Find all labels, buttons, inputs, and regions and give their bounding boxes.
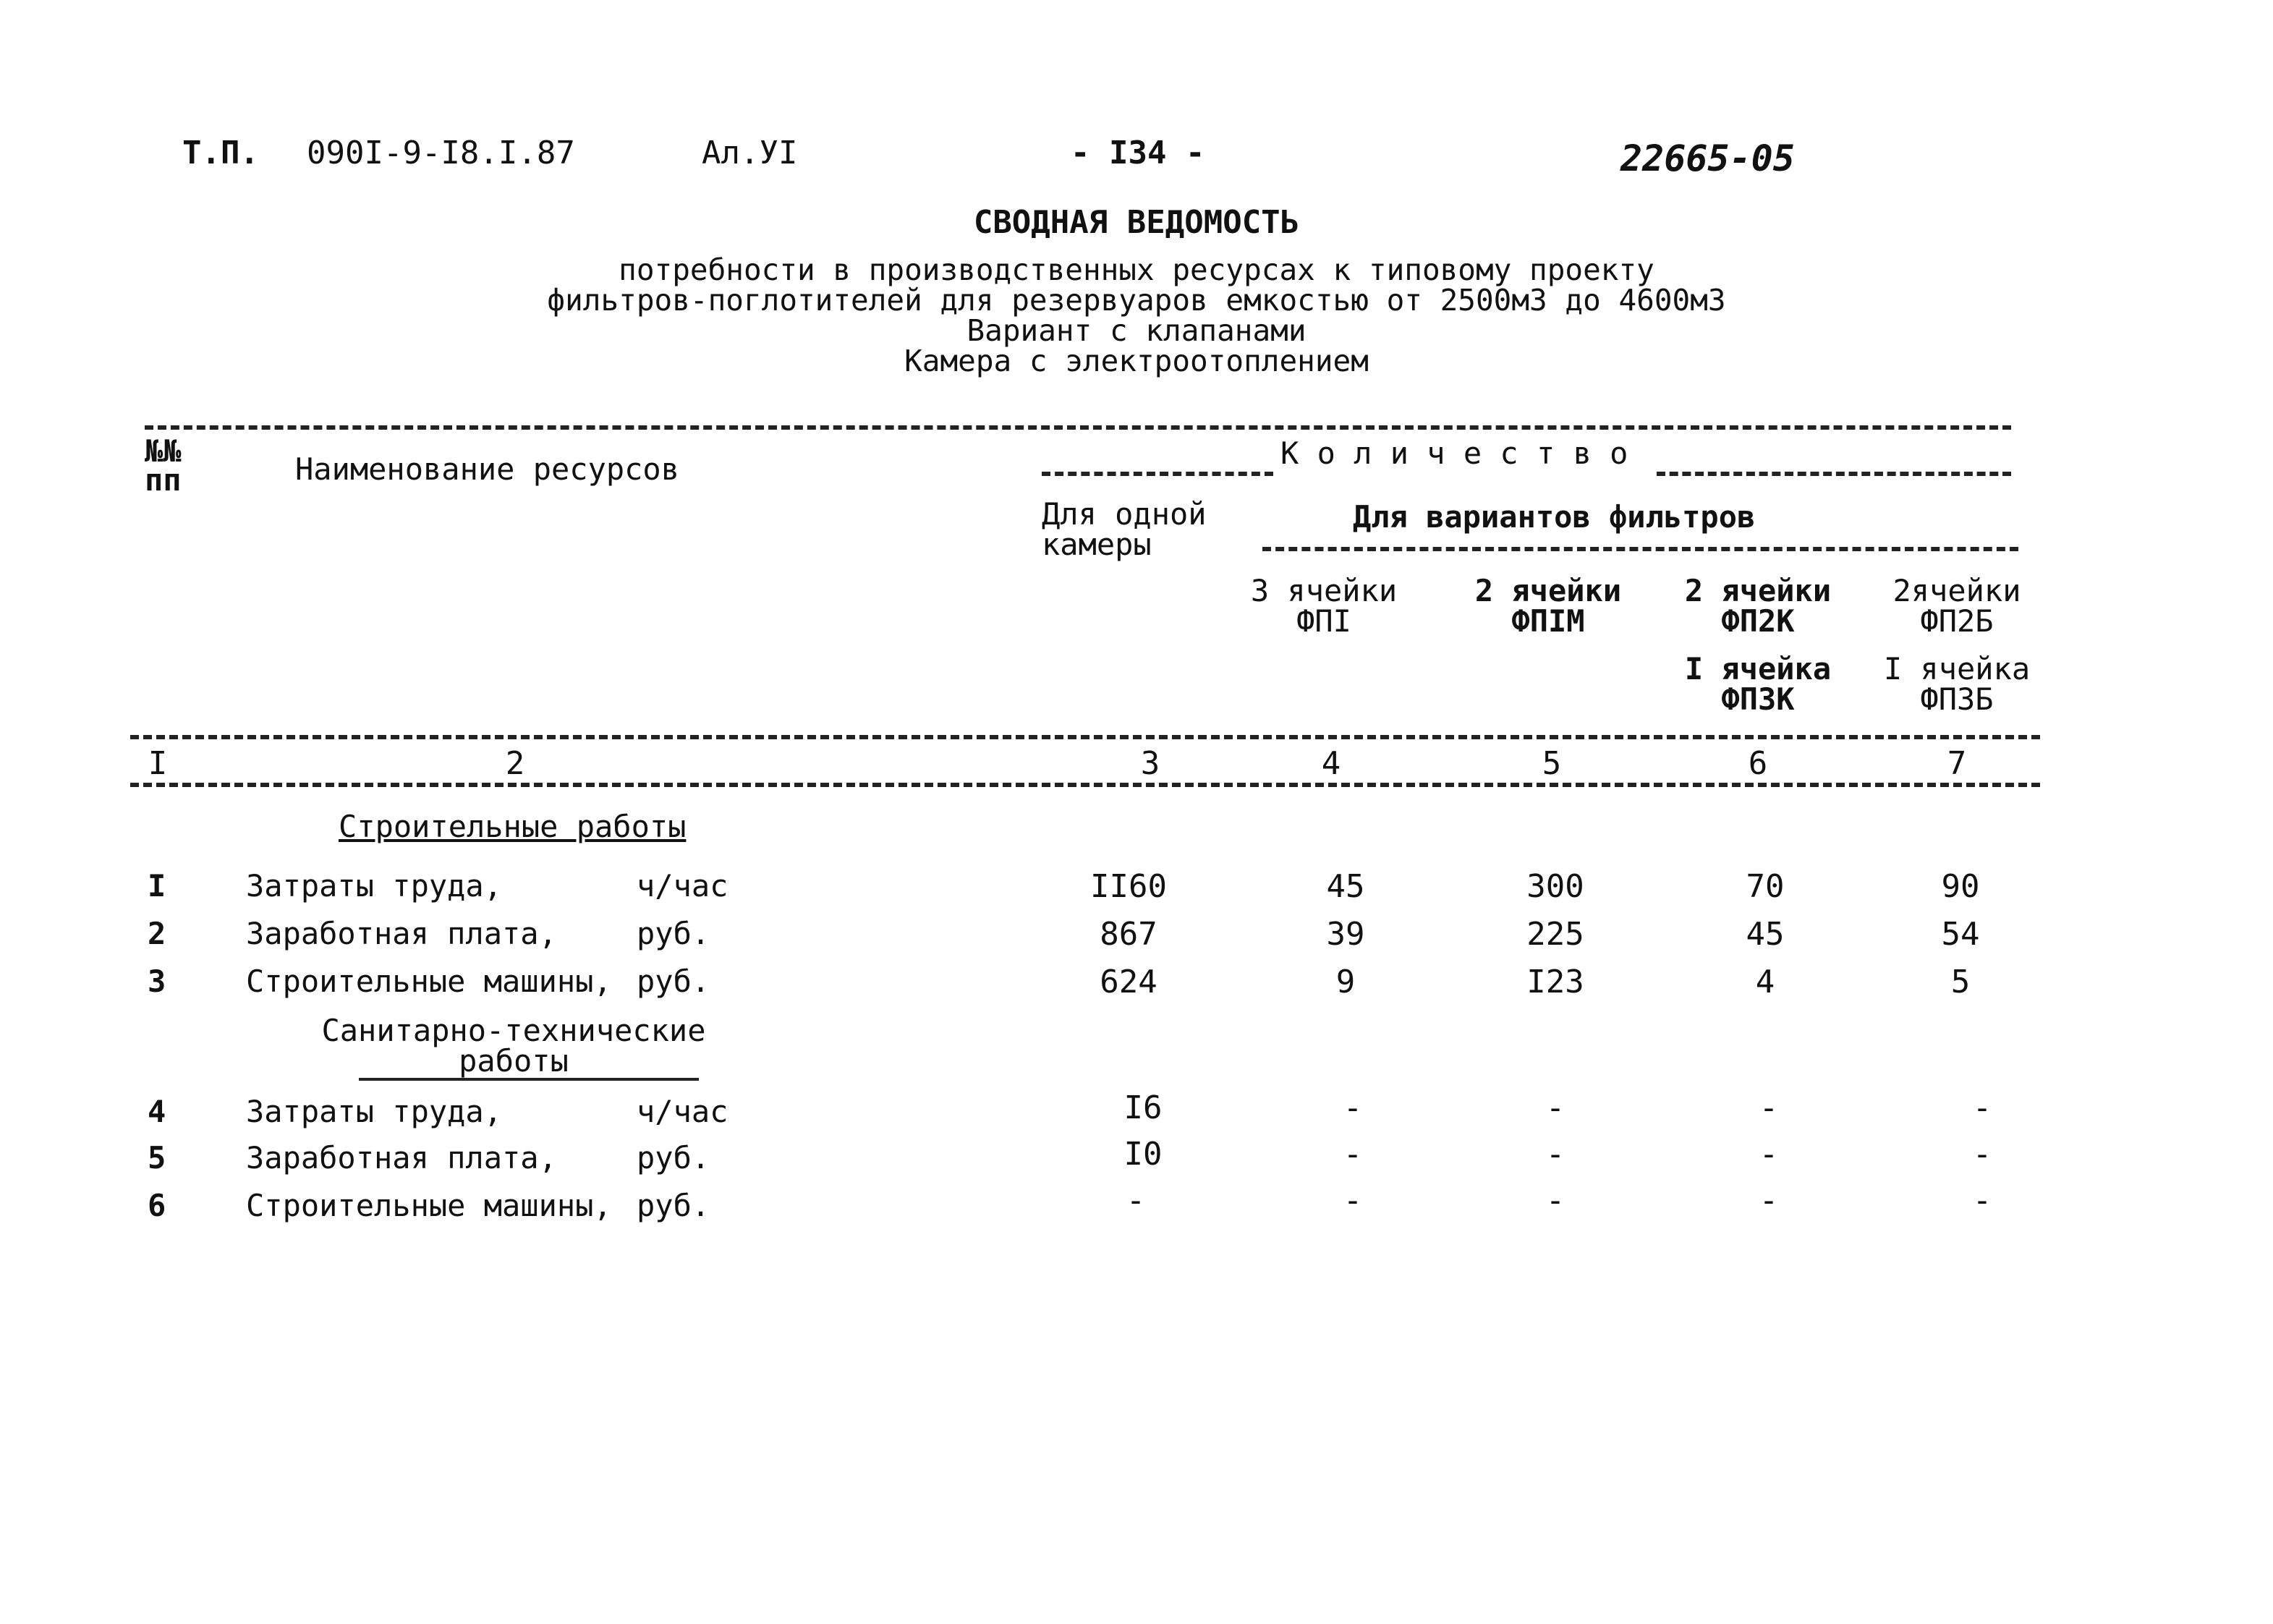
row-1-unit: ч/час bbox=[637, 868, 728, 904]
variant-sub-6 bbox=[1664, 651, 1852, 717]
per-chamber-header bbox=[1042, 496, 1207, 562]
variant-col-7 bbox=[1863, 573, 2051, 639]
row-2-value-4: 39 bbox=[1326, 916, 1365, 953]
variant-col-5 bbox=[1454, 573, 1642, 639]
row-5-value-4: - bbox=[1343, 1136, 1363, 1173]
row-3-number: 3 bbox=[148, 964, 166, 999]
col-number-6: 6 bbox=[1748, 745, 1768, 782]
variant-sub-7-line-1: I ячейка bbox=[1883, 651, 2031, 686]
subtitle-line-1: потребности в производственных ресурсах к типовому проекту bbox=[619, 252, 1654, 287]
filter-variants-rule bbox=[1262, 547, 2018, 551]
row-3-name: Строительные машины, bbox=[246, 964, 612, 999]
row-1-value-3: II60 bbox=[1090, 868, 1167, 905]
col-number-3: 3 bbox=[1140, 745, 1160, 782]
quantity-header: К о л и ч е с т в о bbox=[1280, 435, 1628, 471]
col-number-1: I bbox=[148, 745, 168, 782]
subtitle-line-2: фильтров-поглотителей для резервуаров емкостью от 2500м3 до 4600м3 bbox=[547, 283, 1726, 318]
per-chamber-line-1: Для одной bbox=[1042, 496, 1207, 532]
num-col-header-line-2: пп bbox=[145, 462, 182, 498]
row-6-value-7: - bbox=[1972, 1182, 1992, 1219]
project-code: 090I-9-I8.I.87 bbox=[307, 135, 575, 171]
table-top-rule bbox=[145, 425, 2011, 430]
page-number: - I34 - bbox=[1071, 135, 1205, 171]
col-number-4: 4 bbox=[1321, 745, 1341, 782]
row-5-name: Заработная плата, bbox=[246, 1140, 557, 1176]
row-5-value-5: - bbox=[1545, 1136, 1565, 1173]
variant-col-6-line-2: ФП2К bbox=[1721, 603, 1795, 639]
per-chamber-line-2: камеры bbox=[1042, 527, 1152, 562]
row-1-number: I bbox=[148, 868, 166, 904]
row-6-value-5: - bbox=[1545, 1182, 1565, 1219]
row-3-value-7: 5 bbox=[1950, 964, 1971, 1000]
section-title-construction: Строительные работы bbox=[339, 809, 687, 844]
subtitle-line-4: Камера с электроотоплением bbox=[904, 344, 1369, 378]
row-3-value-3: 624 bbox=[1100, 964, 1157, 1000]
row-2-number: 2 bbox=[148, 916, 166, 951]
section-title-sanitary-line-1: Санитарно-технические bbox=[321, 1013, 706, 1048]
quantity-rule-left bbox=[1042, 472, 1273, 476]
row-6-value-6: - bbox=[1759, 1182, 1779, 1219]
row-2-value-3: 867 bbox=[1100, 916, 1157, 953]
row-4-number: 4 bbox=[148, 1094, 166, 1129]
variant-sub-6-line-1: I ячейка bbox=[1684, 651, 1832, 686]
section-title-sanitary-line-2: работы bbox=[459, 1043, 569, 1079]
section-title-sanitary bbox=[297, 1013, 731, 1079]
col-number-7: 7 bbox=[1947, 745, 1967, 782]
document-title: СВОДНАЯ ВЕДОМОСТЬ bbox=[973, 204, 1300, 241]
row-5-unit: руб. bbox=[637, 1140, 710, 1176]
variant-col-6-line-1: 2 ячейки bbox=[1684, 573, 1832, 608]
row-6-number: 6 bbox=[148, 1188, 166, 1223]
doc-number: 22665-05 bbox=[1620, 137, 1795, 179]
row-2-value-5: 225 bbox=[1526, 916, 1584, 953]
row-5-value-7: - bbox=[1972, 1136, 1992, 1173]
variant-col-4-line-2: ФПI bbox=[1296, 603, 1351, 639]
row-5-number: 5 bbox=[148, 1140, 166, 1176]
variant-col-6 bbox=[1664, 573, 1852, 639]
row-1-value-5: 300 bbox=[1526, 868, 1584, 905]
row-1-value-6: 70 bbox=[1746, 868, 1785, 905]
row-4-value-3: I6 bbox=[1123, 1089, 1163, 1126]
row-1-value-7: 90 bbox=[1941, 868, 1980, 905]
row-4-value-4: - bbox=[1343, 1089, 1363, 1126]
subtitle-line-3: Вариант с клапанами bbox=[966, 313, 1307, 348]
num-col-header bbox=[145, 433, 182, 498]
row-2-value-6: 45 bbox=[1746, 916, 1785, 953]
row-5-value-3: I0 bbox=[1123, 1136, 1163, 1173]
row-2-name: Заработная плата, bbox=[246, 916, 557, 951]
row-4-value-5: - bbox=[1545, 1089, 1565, 1126]
row-4-unit: ч/час bbox=[637, 1094, 728, 1129]
header-bottom-rule bbox=[130, 735, 2040, 739]
row-3-value-5: I23 bbox=[1526, 964, 1584, 1000]
row-6-value-3: - bbox=[1126, 1182, 1146, 1219]
row-1-value-4: 45 bbox=[1326, 868, 1365, 905]
code-prefix: Т.П. bbox=[182, 135, 259, 171]
section-title-sanitary-underline bbox=[359, 1078, 699, 1081]
num-col-header-line-1: №№ bbox=[145, 433, 182, 469]
col-number-rule bbox=[130, 783, 2040, 787]
row-3-unit: руб. bbox=[637, 964, 710, 999]
variant-sub-7-line-2: ФП3Б bbox=[1920, 681, 1994, 717]
row-6-unit: руб. bbox=[637, 1188, 710, 1223]
row-3-value-4: 9 bbox=[1335, 964, 1356, 1000]
row-2-value-7: 54 bbox=[1941, 916, 1980, 953]
row-6-value-4: - bbox=[1343, 1182, 1363, 1219]
variant-col-4-line-1: 3 ячейки bbox=[1250, 573, 1398, 608]
row-1-name: Затраты труда, bbox=[246, 868, 503, 904]
row-4-value-7: - bbox=[1972, 1089, 1992, 1126]
album-label: Ал.УI bbox=[702, 135, 798, 171]
variant-col-4 bbox=[1230, 573, 1418, 639]
variant-sub-6-line-2: ФП3К bbox=[1721, 681, 1795, 717]
row-4-value-6: - bbox=[1759, 1089, 1779, 1126]
variant-sub-7 bbox=[1863, 651, 2051, 717]
row-3-value-6: 4 bbox=[1755, 964, 1775, 1000]
variant-col-5-line-1: 2 ячейки bbox=[1474, 573, 1622, 608]
row-2-unit: руб. bbox=[637, 916, 710, 951]
col-number-5: 5 bbox=[1542, 745, 1562, 782]
variant-col-7-line-2: ФП2Б bbox=[1920, 603, 1994, 639]
quantity-rule-right bbox=[1657, 472, 2011, 476]
variant-col-5-line-2: ФПIМ bbox=[1511, 603, 1585, 639]
row-4-name: Затраты труда, bbox=[246, 1094, 503, 1129]
filter-variants-header: Для вариантов фильтров bbox=[1353, 499, 1756, 535]
col-number-2: 2 bbox=[505, 745, 525, 782]
row-5-value-6: - bbox=[1759, 1136, 1779, 1173]
variant-col-7-line-1: 2ячейки bbox=[1892, 573, 2021, 608]
name-col-header: Наименование ресурсов bbox=[295, 451, 680, 487]
row-6-name: Строительные машины, bbox=[246, 1188, 612, 1223]
